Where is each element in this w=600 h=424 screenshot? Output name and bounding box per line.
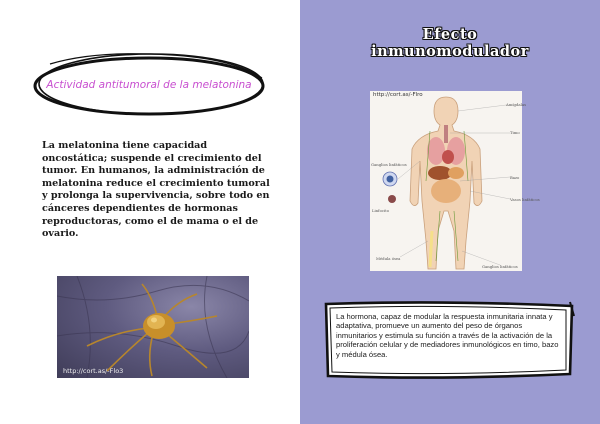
body-paragraph: La melatonina tiene capacidad oncostática; suspende el crecimiento del tumor. En humanos, la administración de melatonina reduce el crecimiento tumoral y prolonga la supervivencia, sobre todo en cánceres dependientes de hormonas reproductoras, como el de mama o el de ovario.: [42, 140, 270, 240]
label-bazo: Bazo: [510, 175, 520, 180]
title-oval: [30, 50, 268, 120]
image-credit: http://cort.as/-Flo3: [63, 367, 124, 375]
label-ganglios: Ganglios linfáticos: [482, 264, 518, 269]
label-medula-osea: Médula ósea: [376, 256, 401, 261]
right-title-line2: inmunomodulador: [371, 43, 529, 60]
right-title: [300, 26, 600, 60]
callout-box: [322, 300, 576, 380]
right-title-line1: Efecto: [422, 26, 478, 43]
label-linfocito: Linfocito: [372, 208, 390, 213]
section-title: Actividad antitumoral de la melatonina: [46, 79, 252, 91]
tumor-cell-image: [57, 276, 249, 378]
label-vasos: Vasos linfáticos: [510, 197, 540, 202]
immune-system-figure: [370, 91, 540, 271]
label-amigdalas: Amígdalas: [506, 102, 527, 107]
label-ganglios-linfaticos: Ganglios linfáticos: [371, 162, 407, 167]
figure-url: http://cort.as/-Flro: [373, 92, 423, 98]
label-timo: Timo: [510, 130, 520, 135]
callout-text: La hormona, capaz de modular la respuesta inmunitaria innata y adaptativa, promueve un aumento del peso de órganos inmunitarios y estimula su función a través de la activación de la proliferación celular y de mediadores inmunológicos en timo, bazo y médula ósea.: [336, 312, 559, 359]
